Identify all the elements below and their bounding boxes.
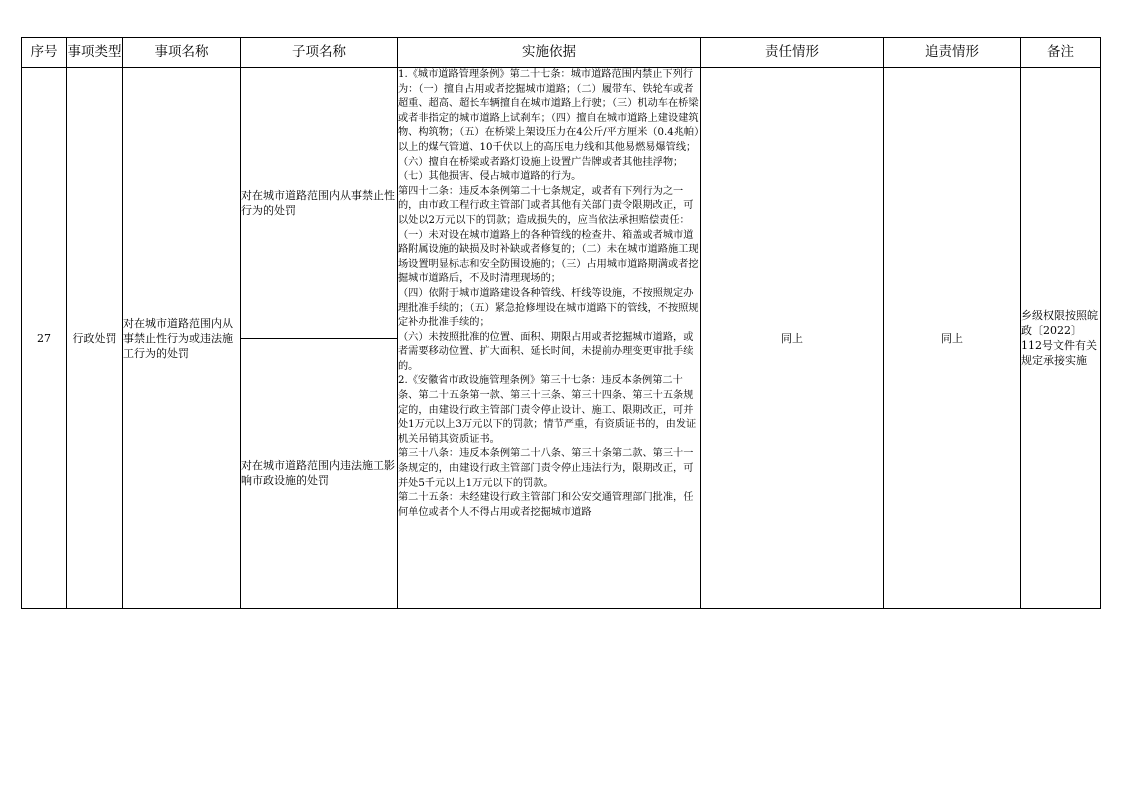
- cell-remarks: 乡级权限按照皖政〔2022〕112号文件有关规定承接实施: [1021, 68, 1101, 609]
- cell-accountability: 同上: [884, 68, 1021, 609]
- cell-sub-item-2: 对在城市道路范围内违法施工影响市政设施的处罚: [241, 338, 398, 609]
- basis-paragraph: 第三十八条：违反本条例第二十八条、第三十条第二款、第三十一条规定的，由建设行政主管部门责令停止违法行为，限期改正，可并处5千元以上1万元以下的罚款。: [398, 448, 694, 489]
- basis-paragraph: 2.《安徽省市政设施管理条例》第三十七条：违反本条例第二十条、第二十五条第一款、第三十三条、第三十四条、第三十五条规定的，由建设行政主管部门责令停止设计、施工、限期改正，可并处1万元以上3万元以下的罚款；情节严重，有资质证书的，由发证机关吊销其资质证书。: [398, 375, 697, 445]
- cell-name: 对在城市道路范围内从事禁止性行为或违法施工行为的处罚: [123, 68, 241, 609]
- cell-seq: 27: [22, 68, 67, 609]
- table-row: [22, 68, 1101, 339]
- basis-paragraph: （四）依附于城市道路建设各种管线、杆线等设施，不按照规定办理批准手续的；（五）紧急抢修埋设在城市道路下的管线，不按照规定补办批准手续的；: [398, 287, 699, 329]
- enforcement-table: [21, 37, 1101, 609]
- header-responsibility: 责任情形: [701, 38, 884, 68]
- header-basis: 实施依据: [398, 38, 701, 68]
- cell-sub-item-1: 对在城市道路范围内从事禁止性行为的处罚: [241, 68, 398, 339]
- header-sub: 子项名称: [241, 38, 398, 68]
- header-accountability: 追责情形: [884, 38, 1021, 68]
- basis-paragraph: 第二十五条：未经建设行政主管部门和公安交通管理部门批准，任何单位或者个人不得占用或者挖掘城市道路: [398, 492, 694, 518]
- basis-paragraph: （七）其他损害、侵占城市道路的行为。: [398, 171, 582, 183]
- cell-type: 行政处罚: [67, 68, 123, 609]
- header-row: [22, 38, 1101, 68]
- cell-basis: [398, 68, 701, 609]
- basis-paragraph: 第四十二条：违反本条例第二十七条规定，或者有下列行为之一的，由市政工程行政主管部门或者其他有关部门责令限期改正，可以处以2万元以下的罚款；造成损失的，应当依法承担赔偿责任：（一）未对设在城市道路上的各种管线的检查井、箱盖或者城市道路附属设施的缺损及时补缺或者修复的；（二）未在城市道路施工现场设置明显标志和安全防围设施的；（三）占用城市道路期满或者挖掘城市道路后，不及时清理现场的；: [398, 185, 699, 285]
- basis-paragraph: （六）未按照批准的位置、面积、期限占用或者挖掘城市道路，或者需要移动位置、扩大面积、延长时间，未提前办理变更审批手续的。: [398, 331, 694, 372]
- header-remarks: 备注: [1021, 38, 1101, 68]
- header-name: 事项名称: [123, 38, 241, 68]
- header-seq: 序号: [22, 38, 67, 68]
- basis-paragraph: 1.《城市道路管理条例》第二十七条：城市道路范围内禁止下列行为：（一）擅自占用或者挖掘城市道路；（二）履带车、铁轮车或者超重、超高、超长车辆擅自在城市道路上行驶；（三）机动车在桥梁或者非指定的城市道路上试刹车；（四）擅自在城市道路上建设建筑物、构筑物；（五）在桥梁上架设压力在4公斤/平方厘米（0.4兆帕）以上的煤气管道、10千伏以上的高压电力线和其他易燃易爆管线；（六）擅自在桥梁或者路灯设施上设置广告牌或者其他挂浮物；: [398, 69, 700, 168]
- basis-text: [398, 68, 700, 608]
- cell-responsibility: 同上: [701, 68, 884, 609]
- header-type: 事项类型: [67, 38, 123, 68]
